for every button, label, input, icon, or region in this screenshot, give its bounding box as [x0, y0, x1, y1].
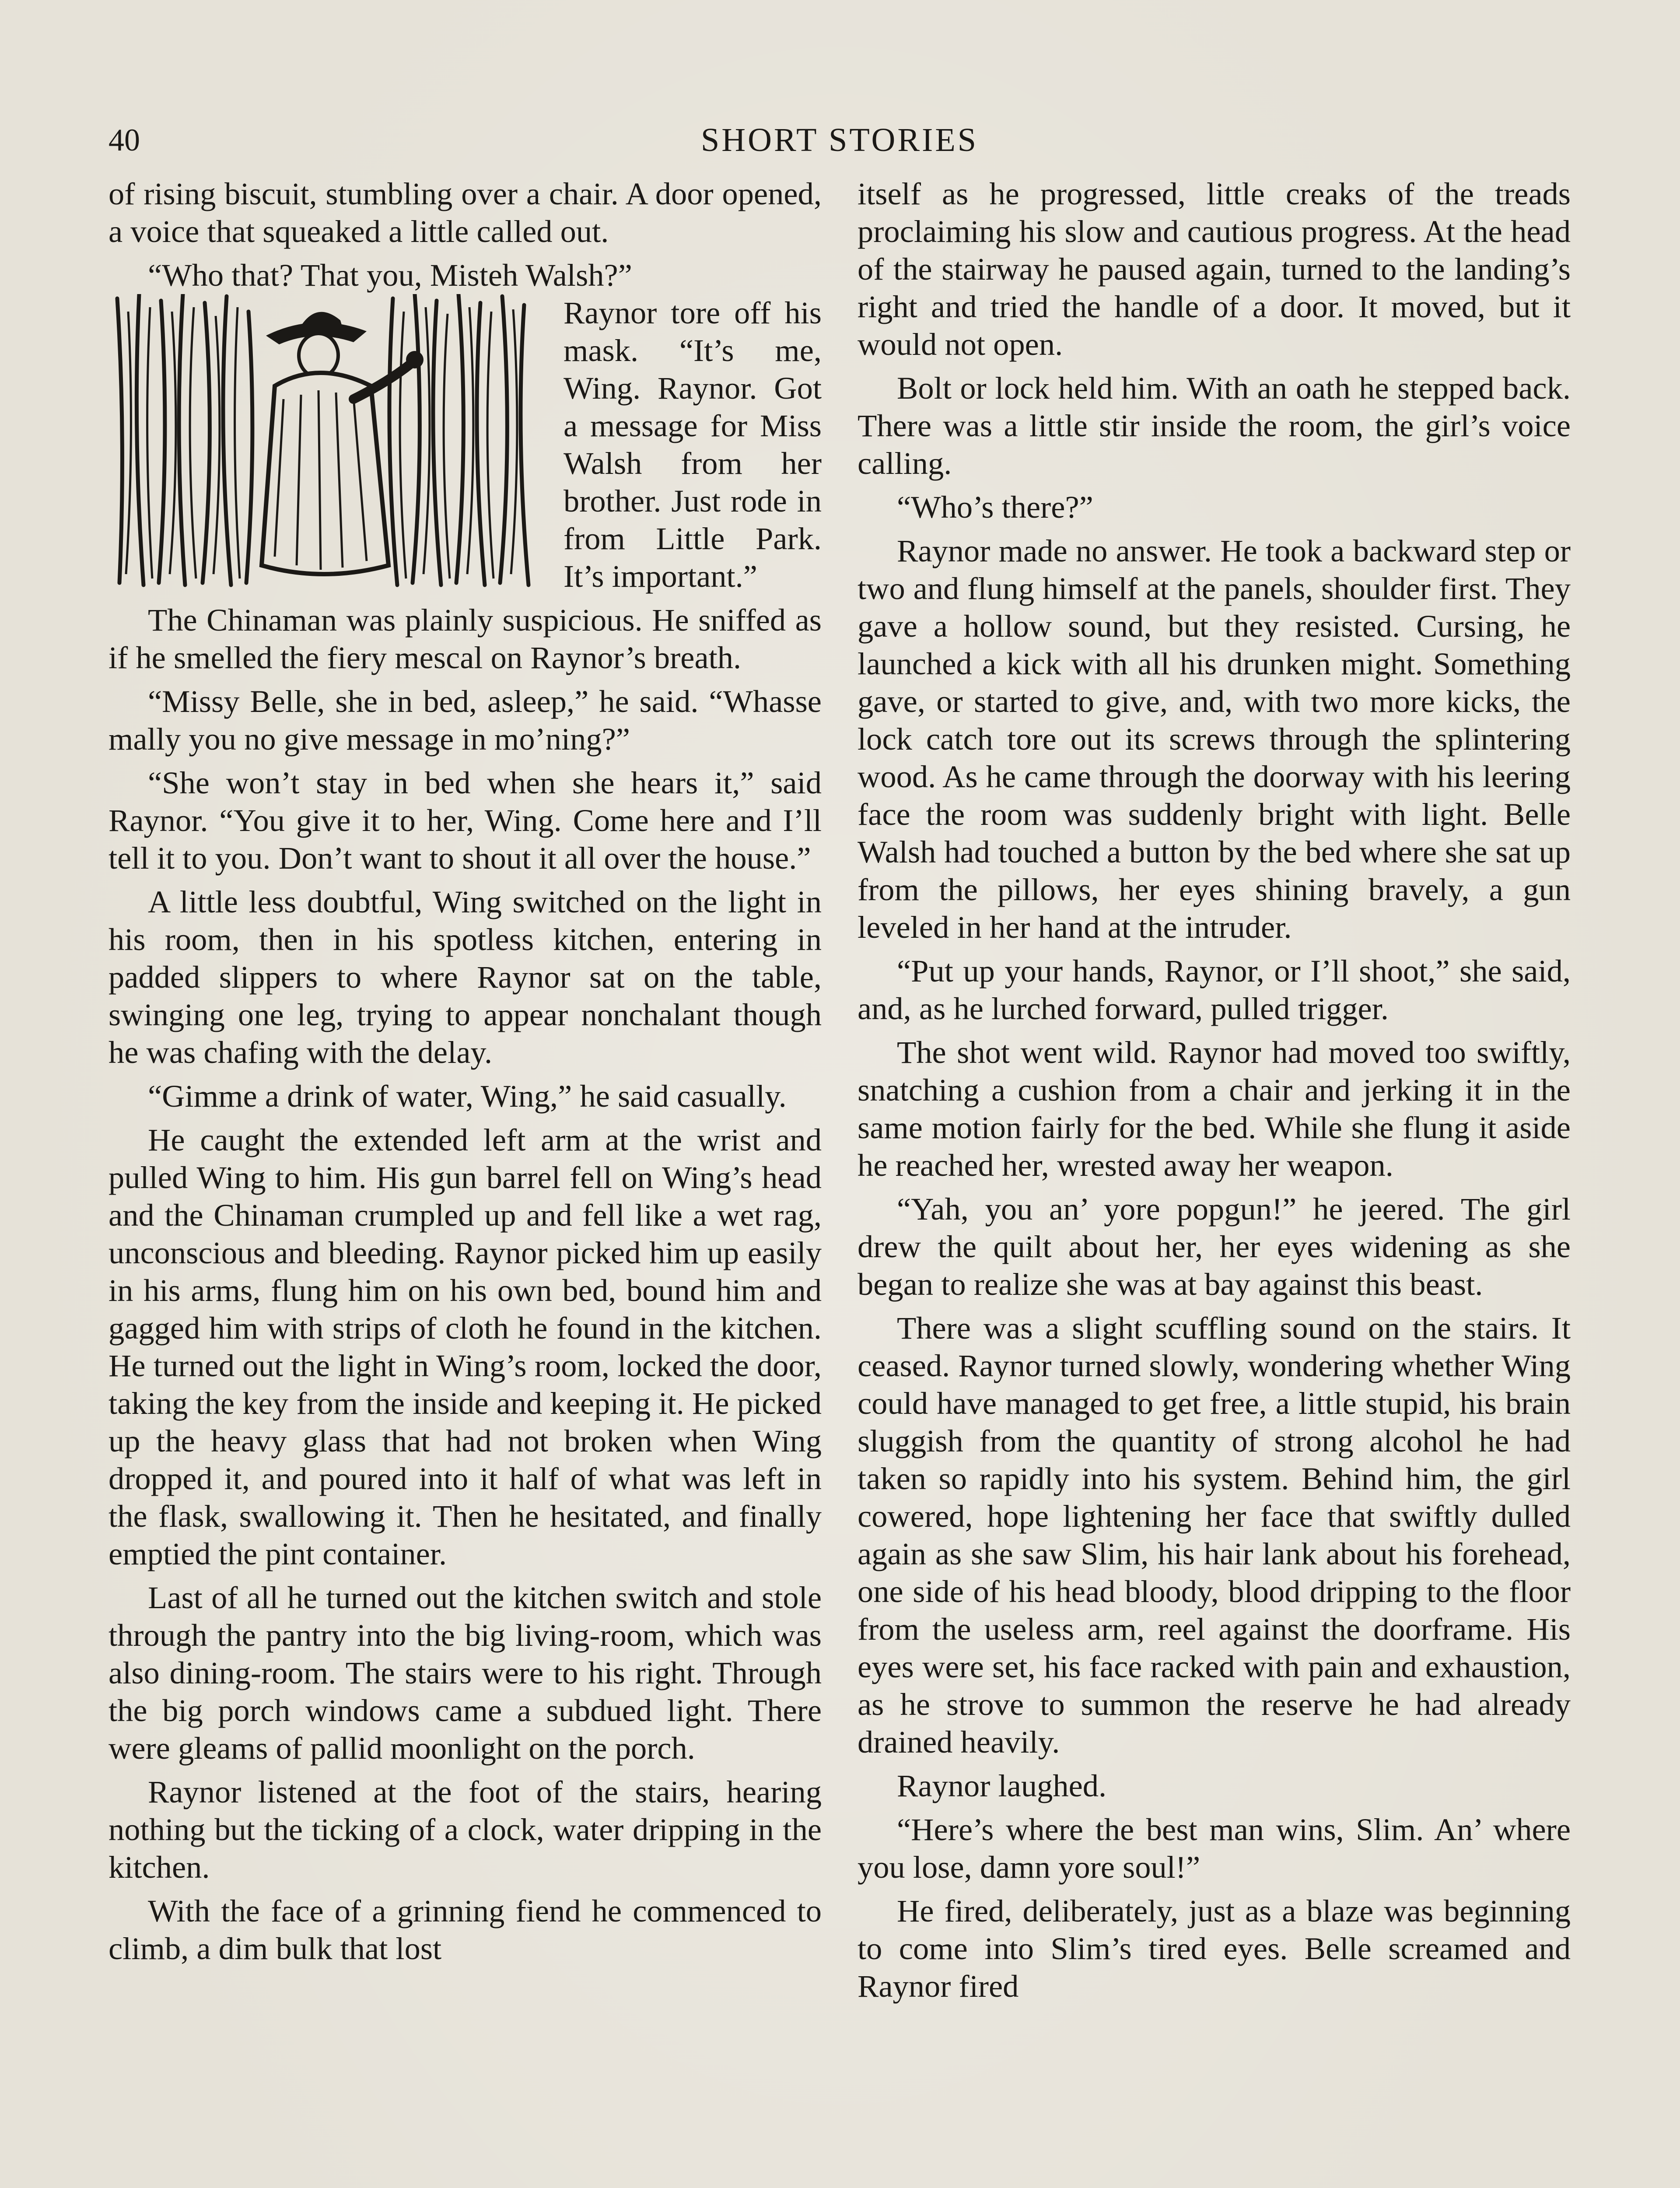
running-title: SHORT STORIES	[700, 122, 979, 158]
paragraph: “Yah, you an’ yore popgun!” he jeered. The girl drew the quilt about her, her eyes widening as she began to realize she was at bay against this beast.	[858, 1191, 1571, 1302]
paragraph: “She won’t stay in bed when she hears it,” said Raynor. “You give it to her, Wing. Come here and I’ll tell it to you. Don’t want to shout it all over the house.”	[108, 765, 822, 876]
paragraph: “Who that? That you, Misteh Walsh?”	[148, 257, 632, 293]
paragraph: The Chinaman was plainly suspicious. He sniffed as if he smelled the fiery mescal on Raynor’s breath.	[108, 602, 822, 675]
page-number: 40	[108, 123, 140, 158]
paragraph: Raynor listened at the foot of the stairs, hearing nothing but the ticking of a clock, water dripping in the kitchen.	[108, 1774, 822, 1885]
paragraph: There was a slight scuffling sound on the stairs. It ceased. Raynor turned slowly, wondering whether Wing could have managed to get free, a little stupid, his brain sluggish from the quantity of strong alcohol he had taken so rapidly into his system. Behind him, the girl cowered, hope lightening her face that swiftly dulled again as she saw Slim, his hair lank about his forehead, one side of his head bloody, blood dripping to the floor from the useless arm, reel against the doorframe. His eyes were set, his face racked with pain and exhaustion, as he strove to summon the reserve he had already drained heavily.	[858, 1310, 1571, 1760]
paragraph: “Who’s there?”	[897, 489, 1093, 525]
paragraph: A little less doubtful, Wing switched on the light in his room, then in his spotless kitchen, entering in padded slippers to where Raynor sat on the table, swinging one leg, trying to appear nonchalant though he was chafing with the delay.	[108, 884, 822, 1070]
paragraph: He caught the extended left arm at the wrist and pulled Wing to him. His gun barrel fell on Wing’s head and the Chinaman crumpled up and fell like a wet rag, unconscious and bleeding. Raynor picked him up easily in his arms, flung him on his own bed, bound him and gagged him with strips of cloth he found in the kitchen. He turned out the light in Wing’s room, locked the door, taking the key from the inside and keeping it. He picked up the heavy glass that had not broken when Wing dropped it, and poured into it half of what was left in the flask, swallowing it. Then he hesitated, and finally emptied the pint container.	[108, 1122, 822, 1571]
paragraph: Bolt or lock held him. With an oath he stepped back. There was a little stir inside the room, the girl’s voice calling.	[858, 370, 1571, 481]
paragraph: “Gimme a drink of water, Wing,” he said casually.	[148, 1078, 787, 1114]
page-header	[108, 118, 1571, 166]
right-column	[858, 175, 1571, 2005]
left-column	[108, 175, 822, 1967]
paragraph: itself as he progressed, little creaks of the treads proclaiming his slow and cautious progress. At the head of the stairway he paused again, turned to the landing’s right and tried the handle of a door. It moved, but it would not open.	[858, 176, 1571, 362]
paragraph: He fired, deliberately, just as a blaze was beginning to come into Slim’s tired eyes. Belle screamed and Raynor fired	[858, 1893, 1571, 2004]
paragraph: Last of all he turned out the kitchen switch and stole through the pantry into the big living-room, which was also dining-room. The stairs were to his right. Through the big porch windows came a subdued light. There were gleams of pallid moonlight on the porch.	[108, 1580, 822, 1766]
paragraph: Raynor made no answer. He took a backward step or two and flung himself at the panels, shoulder first. They gave a hollow sound, but they resisted. Cursing, he launched a kick with all his drunken might. Something gave, or started to give, and, with two more kicks, the lock catch tore out its screws through the splintering wood. As he came through the doorway with his leering face the room was suddenly bright with light. Belle Walsh had touched a button by the bed where she sat up from the pillows, her eyes shining bravely, a gun leveled in her hand at the intruder.	[858, 533, 1571, 945]
paragraph: of rising biscuit, stumbling over a chair. A door opened, a voice that squeaked a little called out.	[108, 176, 822, 249]
paragraph: “Put up your hands, Raynor, or I’ll shoot,” she said, and, as he lurched forward, pulled trigger.	[858, 953, 1571, 1026]
paragraph: “Missy Belle, she in bed, asleep,” he said. “Whasse mally you no give message in mo’ning?”	[108, 684, 822, 757]
paragraph: With the face of a grinning fiend he commenced to climb, a dim bulk that lost	[108, 1893, 822, 1966]
paragraph: Raynor laughed.	[897, 1768, 1107, 1803]
paragraph: Raynor tore off his mask. “It’s me, Wing. Raynor. Got a message for Miss Walsh from her brother. Just rode in from Little Park. It’s important.”	[564, 295, 822, 594]
paragraph: The shot went wild. Raynor had moved too swiftly, snatching a cushion from a chair and jerking it in the same motion fairly for the bed. While she flung it aside he reached her, wrested away her weapon.	[858, 1034, 1571, 1183]
paragraph: “Here’s where the best man wins, Slim. An’ where you lose, damn yore soul!”	[858, 1812, 1571, 1885]
masked-rider-in-rain-illustration	[108, 294, 542, 587]
